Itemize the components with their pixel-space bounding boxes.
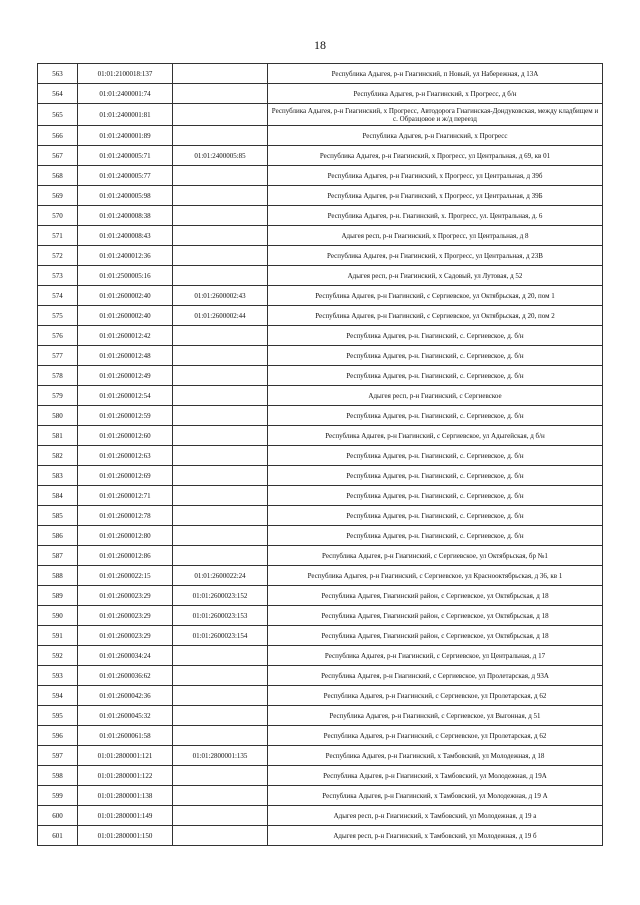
object-number-cell bbox=[173, 726, 268, 746]
cadastral-number-cell: 01:01:2800001:121 bbox=[78, 746, 173, 766]
address-cell: Республика Адыгея, р-н Гиагинский, с Сергиевское, ул Выгонная, д 51 bbox=[268, 706, 603, 726]
row-number-cell: 572 bbox=[38, 246, 78, 266]
object-number-cell bbox=[173, 826, 268, 846]
row-number-cell: 590 bbox=[38, 606, 78, 626]
address-cell: Республика Адыгея, р-н Гиагинский, х Тамбовский, ул Молодежная, д 19А bbox=[268, 766, 603, 786]
object-number-cell bbox=[173, 326, 268, 346]
row-number-cell: 591 bbox=[38, 626, 78, 646]
table-row bbox=[38, 426, 603, 446]
table-row bbox=[38, 806, 603, 826]
row-number-cell: 570 bbox=[38, 206, 78, 226]
property-register-table bbox=[37, 63, 603, 846]
cadastral-number-cell: 01:01:2400005:77 bbox=[78, 166, 173, 186]
table-row bbox=[38, 706, 603, 726]
object-number-cell: 01:01:2800001:135 bbox=[173, 746, 268, 766]
row-number-cell: 589 bbox=[38, 586, 78, 606]
cadastral-number-cell: 01:01:2600023:29 bbox=[78, 586, 173, 606]
object-number-cell: 01:01:2600023:152 bbox=[173, 586, 268, 606]
table-row bbox=[38, 626, 603, 646]
object-number-cell bbox=[173, 766, 268, 786]
table-row bbox=[38, 526, 603, 546]
cadastral-number-cell: 01:01:2600012:49 bbox=[78, 366, 173, 386]
address-cell: Республика Адыгея, р-н Гиагинский, с Сергиевское, ул Центральная, д 17 bbox=[268, 646, 603, 666]
row-number-cell: 597 bbox=[38, 746, 78, 766]
cadastral-number-cell: 01:01:2600012:42 bbox=[78, 326, 173, 346]
address-cell: Республика Адыгея, р-н Гиагинский, с Сергиевское, ул Октябрьская, д 20, пом 2 bbox=[268, 306, 603, 326]
object-number-cell bbox=[173, 526, 268, 546]
row-number-cell: 594 bbox=[38, 686, 78, 706]
object-number-cell bbox=[173, 686, 268, 706]
table-row bbox=[38, 486, 603, 506]
address-cell: Республика Адыгея, р-н. Гиагинский, с. Сергиевское, д. б/н bbox=[268, 346, 603, 366]
table-row bbox=[38, 606, 603, 626]
cadastral-number-cell: 01:01:2800001:138 bbox=[78, 786, 173, 806]
table-row bbox=[38, 826, 603, 846]
row-number-cell: 576 bbox=[38, 326, 78, 346]
cadastral-number-cell: 01:01:2800001:149 bbox=[78, 806, 173, 826]
object-number-cell bbox=[173, 206, 268, 226]
row-number-cell: 582 bbox=[38, 446, 78, 466]
object-number-cell bbox=[173, 266, 268, 286]
cadastral-number-cell: 01:01:2600012:86 bbox=[78, 546, 173, 566]
address-cell: Адыгея респ, р-н Гиагинский, х Прогресс, ул Центральная, д 8 bbox=[268, 226, 603, 246]
object-number-cell bbox=[173, 786, 268, 806]
row-number-cell: 596 bbox=[38, 726, 78, 746]
row-number-cell: 575 bbox=[38, 306, 78, 326]
object-number-cell bbox=[173, 806, 268, 826]
cadastral-number-cell: 01:01:2400001:81 bbox=[78, 104, 173, 126]
address-cell: Республика Адыгея, р-н Гиагинский, с Сергиевское, ул Пролетарская, д 62 bbox=[268, 686, 603, 706]
row-number-cell: 583 bbox=[38, 466, 78, 486]
address-cell: Республика Адыгея, р-н Гиагинский, х Прогресс, ул Центральная, д 39б bbox=[268, 166, 603, 186]
address-cell: Республика Адыгея, р-н. Гиагинский, с. Сергиевское, д. б/н bbox=[268, 326, 603, 346]
table-row bbox=[38, 506, 603, 526]
object-number-cell bbox=[173, 666, 268, 686]
cadastral-number-cell: 01:01:2600045:32 bbox=[78, 706, 173, 726]
row-number-cell: 581 bbox=[38, 426, 78, 446]
table-row bbox=[38, 406, 603, 426]
address-cell: Адыгея респ, р-н Гиагинский, с Сергиевское bbox=[268, 386, 603, 406]
address-cell: Республика Адыгея, р-н. Гиагинский, с. Сергиевское, д. б/н bbox=[268, 506, 603, 526]
address-cell: Республика Адыгея, р-н. Гиагинский, с. Сергиевское, д. б/н bbox=[268, 366, 603, 386]
cadastral-number-cell: 01:01:2600002:40 bbox=[78, 306, 173, 326]
address-cell: Адыгея респ, р-н Гиагинский, х Садовый, ул Лутовая, д 52 bbox=[268, 266, 603, 286]
object-number-cell: 01:01:2400005:85 bbox=[173, 146, 268, 166]
cadastral-number-cell: 01:01:2800001:122 bbox=[78, 766, 173, 786]
row-number-cell: 587 bbox=[38, 546, 78, 566]
object-number-cell bbox=[173, 104, 268, 126]
table-row bbox=[38, 686, 603, 706]
table-row bbox=[38, 146, 603, 166]
table-row bbox=[38, 646, 603, 666]
address-cell: Адыгея респ, р-н Гиагинский, х Тамбовский, ул Молодежная, д 19 б bbox=[268, 826, 603, 846]
row-number-cell: 563 bbox=[38, 64, 78, 84]
object-number-cell bbox=[173, 246, 268, 266]
table-row bbox=[38, 546, 603, 566]
address-cell: Республика Адыгея, р-н. Гиагинский, с. Сергиевское, д. б/н bbox=[268, 526, 603, 546]
table-row bbox=[38, 206, 603, 226]
row-number-cell: 592 bbox=[38, 646, 78, 666]
cadastral-number-cell: 01:01:2400012:36 bbox=[78, 246, 173, 266]
table-row bbox=[38, 166, 603, 186]
object-number-cell bbox=[173, 126, 268, 146]
row-number-cell: 574 bbox=[38, 286, 78, 306]
address-cell: Республика Адыгея, р-н Гиагинский, х Прогресс bbox=[268, 126, 603, 146]
cadastral-number-cell: 01:01:2800001:150 bbox=[78, 826, 173, 846]
address-cell: Республика Адыгея, р-н Гиагинский, х Прогресс, ул Центральная, д 23В bbox=[268, 246, 603, 266]
cadastral-number-cell: 01:01:2400001:74 bbox=[78, 84, 173, 104]
row-number-cell: 568 bbox=[38, 166, 78, 186]
row-number-cell: 564 bbox=[38, 84, 78, 104]
row-number-cell: 578 bbox=[38, 366, 78, 386]
table-body bbox=[38, 64, 603, 846]
cadastral-number-cell: 01:01:2600042:36 bbox=[78, 686, 173, 706]
address-cell: Адыгея респ, р-н Гиагинский, х Тамбовский, ул Молодежная, д 19 а bbox=[268, 806, 603, 826]
table-row bbox=[38, 226, 603, 246]
address-cell: Республика Адыгея, р-н. Гиагинский, с. Сергиевское, д. б/н bbox=[268, 446, 603, 466]
address-cell: Республика Адыгея, р-н Гиагинский, х Прогресс, Автодорога Гиагинская-Дондуковская, между кладбищем и с. Образцовое и ж/д переезд bbox=[268, 104, 603, 126]
address-cell: Республика Адыгея, р-н. Гиагинский, х. Прогресс, ул. Центральная, д. 6 bbox=[268, 206, 603, 226]
object-number-cell: 01:01:2600002:43 bbox=[173, 286, 268, 306]
object-number-cell bbox=[173, 346, 268, 366]
address-cell: Республика Адыгея, р-н Гиагинский, с Сергиевское, ул Красноoктябрьская, д 36, кв 1 bbox=[268, 566, 603, 586]
table-row bbox=[38, 246, 603, 266]
row-number-cell: 584 bbox=[38, 486, 78, 506]
table-row bbox=[38, 666, 603, 686]
row-number-cell: 577 bbox=[38, 346, 78, 366]
page-number: 18 bbox=[314, 38, 326, 52]
cadastral-number-cell: 01:01:2600012:71 bbox=[78, 486, 173, 506]
object-number-cell: 01:01:2600002:44 bbox=[173, 306, 268, 326]
address-cell: Республика Адыгея, р-н Гиагинский, х Прогресс, д б/н bbox=[268, 84, 603, 104]
object-number-cell bbox=[173, 546, 268, 566]
cadastral-number-cell: 01:01:2400008:38 bbox=[78, 206, 173, 226]
address-cell: Республика Адыгея, р-н Гиагинский, х Прогресс, ул Центральная, д 39Б bbox=[268, 186, 603, 206]
cadastral-number-cell: 01:01:2600012:80 bbox=[78, 526, 173, 546]
cadastral-number-cell: 01:01:2600012:78 bbox=[78, 506, 173, 526]
cadastral-number-cell: 01:01:2600023:29 bbox=[78, 606, 173, 626]
cadastral-number-cell: 01:01:2600012:69 bbox=[78, 466, 173, 486]
cadastral-number-cell: 01:01:2400008:43 bbox=[78, 226, 173, 246]
table-row bbox=[38, 746, 603, 766]
cadastral-number-cell: 01:01:2600023:29 bbox=[78, 626, 173, 646]
table-row bbox=[38, 306, 603, 326]
table-row bbox=[38, 466, 603, 486]
row-number-cell: 569 bbox=[38, 186, 78, 206]
address-cell: Республика Адыгея, р-н Гиагинский, с Сергиевское, ул Пролетарская, д 93А bbox=[268, 666, 603, 686]
cadastral-number-cell: 01:01:2600012:60 bbox=[78, 426, 173, 446]
table-row bbox=[38, 566, 603, 586]
table-row bbox=[38, 346, 603, 366]
object-number-cell bbox=[173, 446, 268, 466]
address-cell: Республика Адыгея, р-н Гиагинский, х Тамбовский, ул Молодежная, д 18 bbox=[268, 746, 603, 766]
object-number-cell bbox=[173, 646, 268, 666]
address-cell: Республика Адыгея, р-н Гиагинский, х Прогресс, ул Центральная, д 69, кв 01 bbox=[268, 146, 603, 166]
object-number-cell bbox=[173, 426, 268, 446]
row-number-cell: 599 bbox=[38, 786, 78, 806]
object-number-cell bbox=[173, 466, 268, 486]
table-row bbox=[38, 266, 603, 286]
row-number-cell: 585 bbox=[38, 506, 78, 526]
cadastral-number-cell: 01:01:2500005:16 bbox=[78, 266, 173, 286]
object-number-cell bbox=[173, 84, 268, 104]
cadastral-number-cell: 01:01:2600022:15 bbox=[78, 566, 173, 586]
row-number-cell: 573 bbox=[38, 266, 78, 286]
table-row bbox=[38, 186, 603, 206]
address-cell: Республика Адыгея, р-н. Гиагинский, с. Сергиевское, д. б/н bbox=[268, 466, 603, 486]
table-row bbox=[38, 386, 603, 406]
table-row bbox=[38, 64, 603, 84]
table-row bbox=[38, 446, 603, 466]
row-number-cell: 600 bbox=[38, 806, 78, 826]
row-number-cell: 588 bbox=[38, 566, 78, 586]
row-number-cell: 579 bbox=[38, 386, 78, 406]
address-cell: Республика Адыгея, р-н. Гиагинский, с. Сергиевское, д. б/н bbox=[268, 406, 603, 426]
object-number-cell bbox=[173, 186, 268, 206]
address-cell: Республика Адыгея, р-н Гиагинский, х Тамбовский, ул Молодежная, д 19 А bbox=[268, 786, 603, 806]
object-number-cell bbox=[173, 486, 268, 506]
cadastral-number-cell: 01:01:2600012:63 bbox=[78, 446, 173, 466]
table-row bbox=[38, 786, 603, 806]
row-number-cell: 586 bbox=[38, 526, 78, 546]
object-number-cell bbox=[173, 406, 268, 426]
table-row bbox=[38, 126, 603, 146]
address-cell: Республика Адыгея, р-н Гиагинский, с Сергиевское, ул Адыгейская, д б/н bbox=[268, 426, 603, 446]
row-number-cell: 595 bbox=[38, 706, 78, 726]
address-cell: Республика Адыгея, Гиагинский район, с Сергиевское, ул Октябрьская, д 18 bbox=[268, 606, 603, 626]
cadastral-number-cell: 01:01:2400005:71 bbox=[78, 146, 173, 166]
address-cell: Республика Адыгея, р-н Гиагинский, с Сергиевское, ул Октябрьская, бр №1 bbox=[268, 546, 603, 566]
object-number-cell bbox=[173, 226, 268, 246]
cadastral-number-cell: 01:01:2600012:59 bbox=[78, 406, 173, 426]
object-number-cell bbox=[173, 166, 268, 186]
object-number-cell bbox=[173, 366, 268, 386]
object-number-cell bbox=[173, 706, 268, 726]
table-row bbox=[38, 104, 603, 126]
row-number-cell: 566 bbox=[38, 126, 78, 146]
cadastral-number-cell: 01:01:2600036:62 bbox=[78, 666, 173, 686]
object-number-cell: 01:01:2600023:154 bbox=[173, 626, 268, 646]
address-cell: Республика Адыгея, Гиагинский район, с Сергиевское, ул Октябрьская, д 18 bbox=[268, 586, 603, 606]
cadastral-number-cell: 01:01:2100018:137 bbox=[78, 64, 173, 84]
address-cell: Республика Адыгея, Гиагинский район, с Сергиевское, ул Октябрьская, д 18 bbox=[268, 626, 603, 646]
address-cell: Республика Адыгея, р-н. Гиагинский, с. Сергиевское, д. б/н bbox=[268, 486, 603, 506]
cadastral-number-cell: 01:01:2400005:98 bbox=[78, 186, 173, 206]
cadastral-number-cell: 01:01:2600002:40 bbox=[78, 286, 173, 306]
address-cell: Республика Адыгея, р-н Гиагинский, п Новый, ул Набережная, д 13А bbox=[268, 64, 603, 84]
table-row bbox=[38, 84, 603, 104]
object-number-cell: 01:01:2600022:24 bbox=[173, 566, 268, 586]
object-number-cell bbox=[173, 506, 268, 526]
table-row bbox=[38, 766, 603, 786]
table-row bbox=[38, 326, 603, 346]
table-row bbox=[38, 726, 603, 746]
table-row bbox=[38, 366, 603, 386]
row-number-cell: 580 bbox=[38, 406, 78, 426]
object-number-cell bbox=[173, 64, 268, 84]
row-number-cell: 565 bbox=[38, 104, 78, 126]
cadastral-number-cell: 01:01:2400001:89 bbox=[78, 126, 173, 146]
row-number-cell: 601 bbox=[38, 826, 78, 846]
object-number-cell bbox=[173, 386, 268, 406]
cadastral-number-cell: 01:01:2600034:24 bbox=[78, 646, 173, 666]
address-cell: Республика Адыгея, р-н Гиагинский, с Сергиевское, ул Пролетарская, д 62 bbox=[268, 726, 603, 746]
table-row bbox=[38, 286, 603, 306]
table-row bbox=[38, 586, 603, 606]
row-number-cell: 598 bbox=[38, 766, 78, 786]
row-number-cell: 571 bbox=[38, 226, 78, 246]
row-number-cell: 567 bbox=[38, 146, 78, 166]
row-number-cell: 593 bbox=[38, 666, 78, 686]
address-cell: Республика Адыгея, р-н Гиагинский, с Сергиевское, ул Октябрьская, д 20, пом 1 bbox=[268, 286, 603, 306]
cadastral-number-cell: 01:01:2600061:58 bbox=[78, 726, 173, 746]
cadastral-number-cell: 01:01:2600012:48 bbox=[78, 346, 173, 366]
object-number-cell: 01:01:2600023:153 bbox=[173, 606, 268, 626]
cadastral-number-cell: 01:01:2600012:54 bbox=[78, 386, 173, 406]
